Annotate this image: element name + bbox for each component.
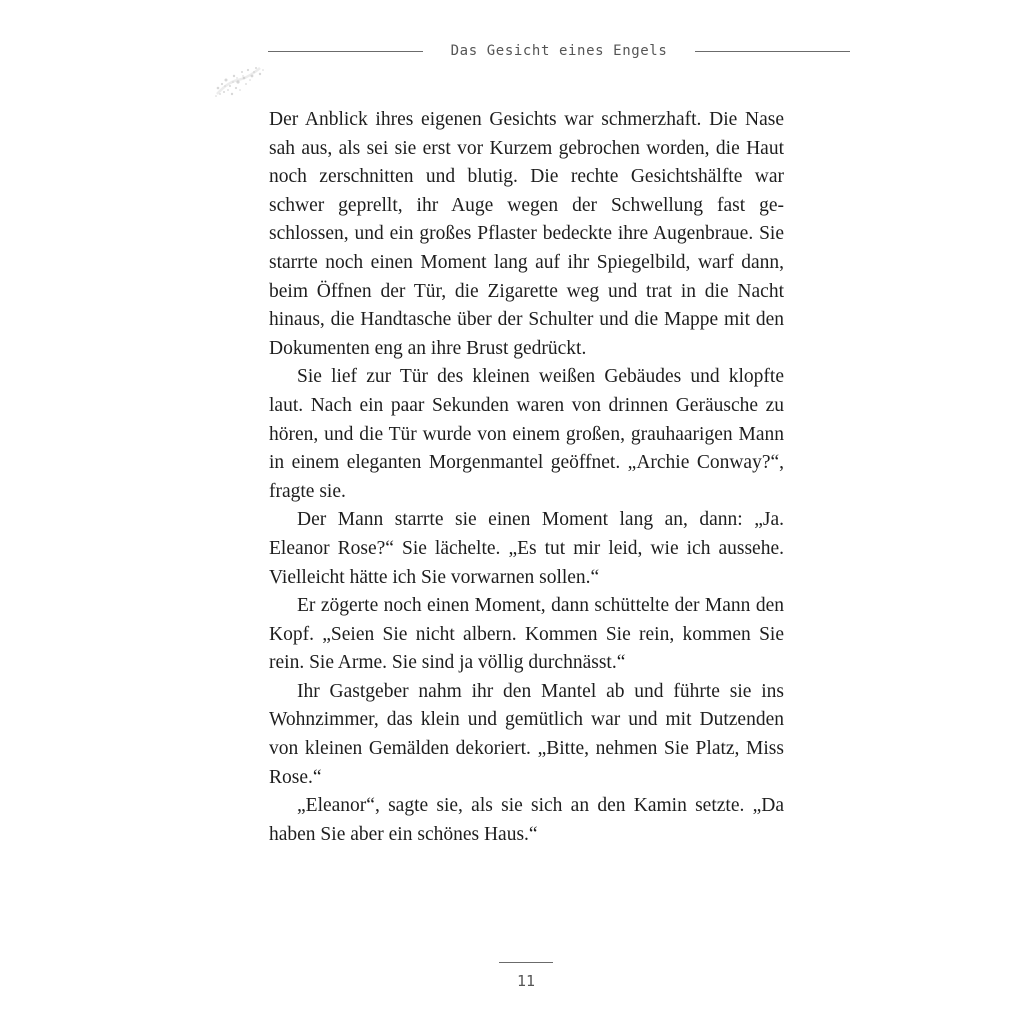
paragraph-2: Sie lief zur Tür des kleinen weißen Gebäudes und klopfte laut. Nach ein paar Sekunden waren von drinnen Geräusche zu hören, und die Tür wurde von einem großen, grauhaarigen Mann in einem eleganten Morgenmantel geöffnet. „Archie Conway?“, fragte sie. — [269, 366, 784, 502]
running-title: Das Gesicht eines Engels — [450, 43, 668, 59]
header-rule-right — [695, 51, 850, 52]
body-text — [269, 106, 784, 849]
paragraph-1: Der Anblick ihres eigenen Gesichts war schmerzhaft. Die Nase sah aus, als sei sie erst vor Kurzem gebrochen worden, die Haut noch zerschnitten und blutig. Die rechte Gesichtshälfte war schwer geprellt, ihr Auge wegen der Schwellung fast geschlossen, und ein großes Pflaster bedeckte ihre Augenbraue. Sie starrte noch einen Moment lang auf ihr Spiegelbild, warf dann, beim Öffnen der Tür, die Zigarette weg und trat in die Nacht hinaus, die Handtasche über der Schulter und die Mappe mit den Dokumenten eng an ihre Brust gedrückt. — [269, 109, 784, 359]
footer-rule — [499, 962, 553, 963]
header-rule-left — [268, 51, 423, 52]
page-number: 11 — [516, 972, 536, 990]
paragraph-5: Ihr Gastgeber nahm ihr den Mantel ab und führte sie ins Wohnzimmer, das klein und gemütlich war und mit Dutzenden von kleinen Gemälden dekoriert. „Bitte, nehmen Sie Platz, Miss Rose.“ — [269, 680, 784, 788]
paragraph-4: Er zögerte noch einen Moment, dann schüttelte der Mann den Kopf. „Seien Sie nicht albern. Kommen Sie rein, kommen Sie rein. Sie Arme. Sie sind ja völlig durchnässt.“ — [269, 595, 784, 674]
paragraph-3: Der Mann starrte sie einen Moment lang an, dann: „Ja. Eleanor Rose?“ Sie lächelte. „Es tut mir leid, wie ich aussehe. Vielleicht hätte ich Sie vorwarnen sollen.“ — [269, 509, 784, 588]
paragraph-6: „Eleanor“, sagte sie, als sie sich an den Kamin setzte. „Da haben Sie aber ein schönes Haus.“ — [269, 795, 784, 845]
ink-smudge-decoration — [208, 58, 272, 104]
running-header — [268, 38, 850, 64]
